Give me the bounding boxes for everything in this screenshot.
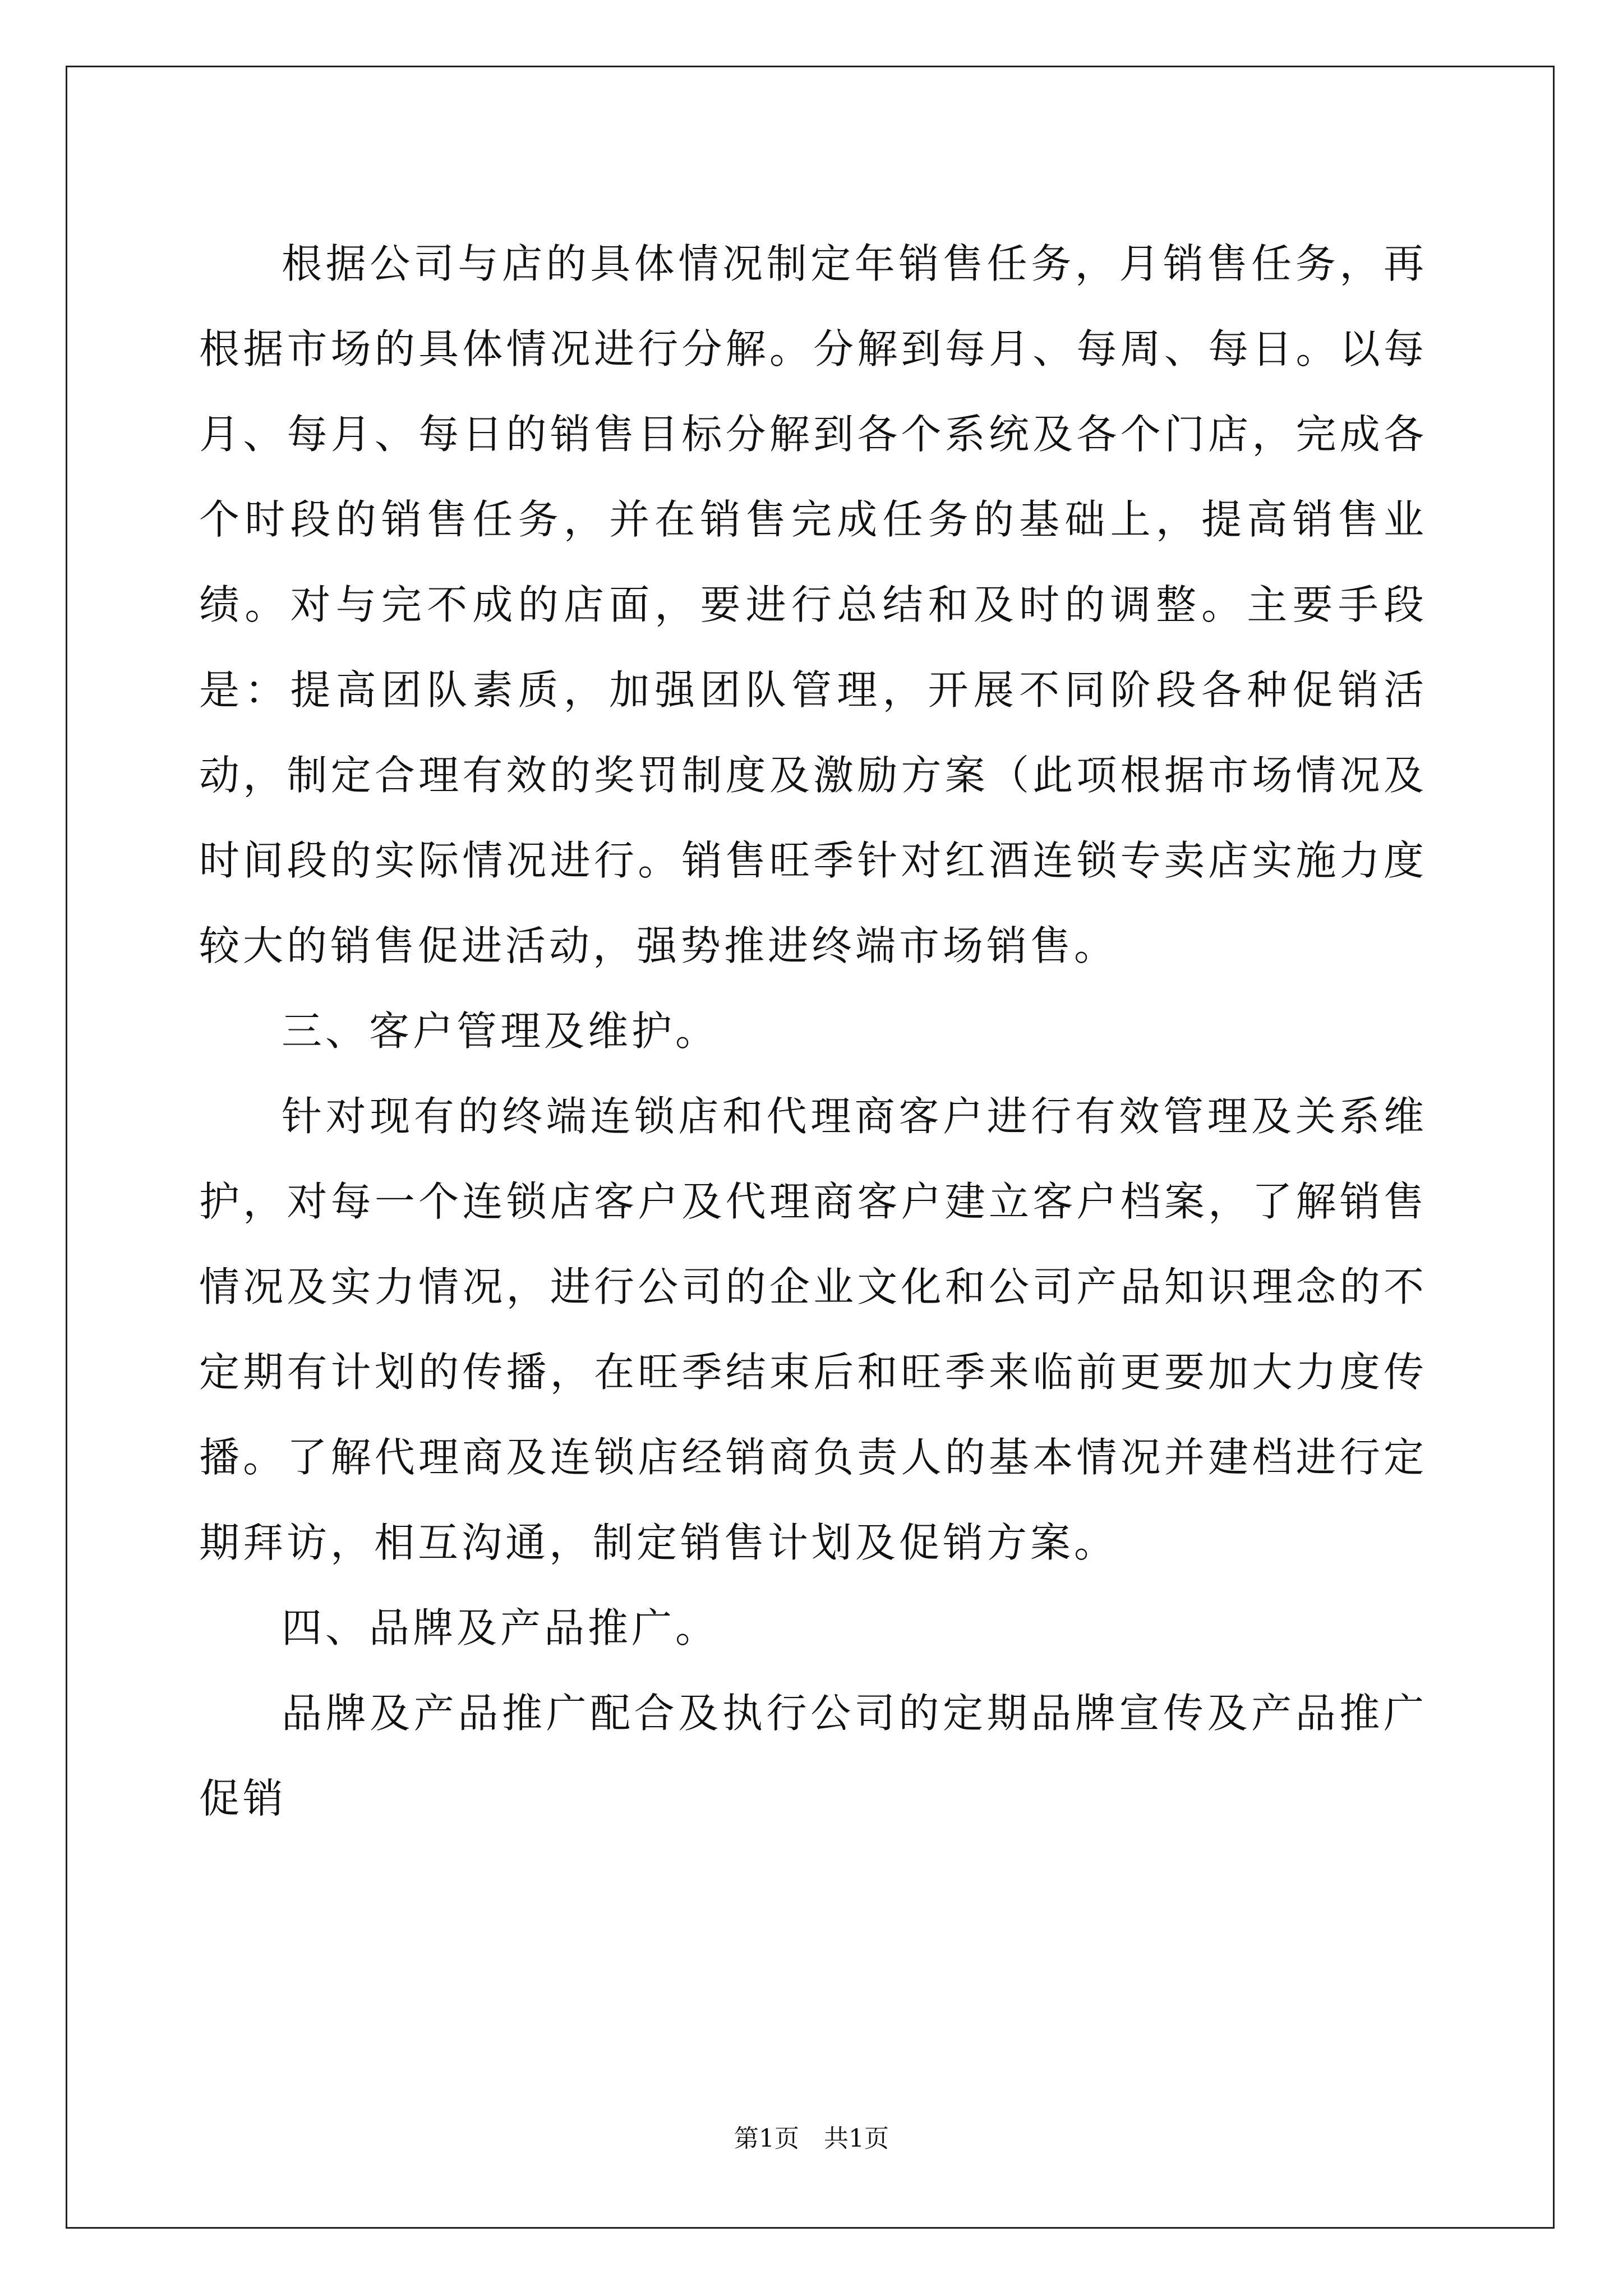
page-footer — [0, 2122, 1623, 2156]
paragraph-brand-promotion: 品牌及产品推广配合及执行公司的定期品牌宣传及产品推广促销 — [199, 1690, 1427, 1822]
section-heading-brand-promotion: 四、品牌及产品推广。 — [282, 1604, 720, 1651]
paragraph-sales-targets: 根据公司与店的具体情况制定年销售任务，月销售任务，再根据市场的具体情况进行分解。分解到每月、每周、每日。以每月、每月、每日的销售目标分解到各个系统及各个门店，完成各个时段的销售任务，并在销售完成任务的基础上，提高销售业绩。对与完不成的店面，要进行总结和及时的调整。主要手段是：提高团队素质，加强团队管理，开展不同阶段各种促销活动，制定合理有效的奖罚制度及激励方案（此项根据市场情况及时间段的实际情况进行。销售旺季针对红酒连锁专卖店实施力度较大的销售促进活动，强势推进终端市场销售。 — [199, 240, 1427, 969]
section-heading-customer-management: 三、客户管理及维护。 — [282, 1007, 720, 1055]
page-number: 第1页 — [734, 2124, 799, 2153]
total-pages: 共1页 — [824, 2124, 889, 2153]
document-body — [199, 221, 1427, 1841]
paragraph-customer-management: 针对现有的终端连锁店和代理商客户进行有效管理及关系维护，对每一个连锁店客户及代理商客户建立客户档案，了解销售情况及实力情况，进行公司的企业文化和公司产品知识理念的不定期有计划的传播，在旺季结束后和旺季来临前更要加大力度传播。了解代理商及连锁店经销商负责人的基本情况并建档进行定期拜访，相互沟通，制定销售计划及促销方案。 — [199, 1093, 1427, 1566]
